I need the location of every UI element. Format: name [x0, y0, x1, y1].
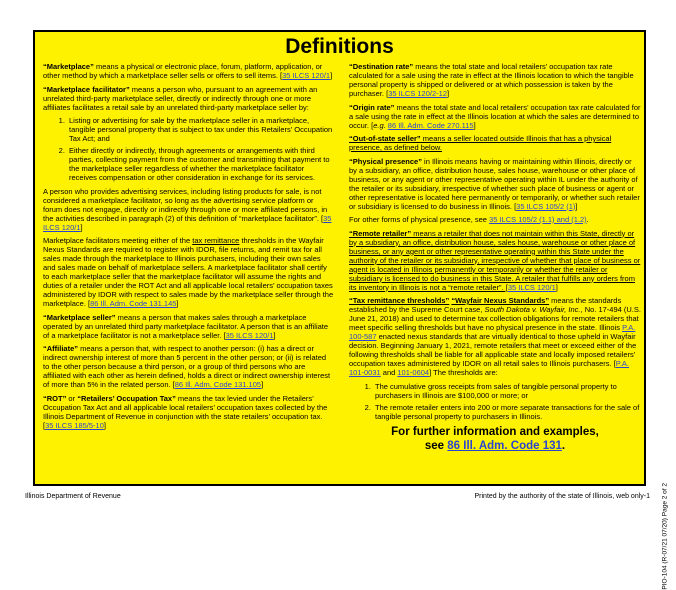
text-run: means a person who, pursuant to an agreement with an unrelated third-party marketplace seller, directly or indirectly through one or more affiliates facilitates a retail sale by an unrelated third-party marketplace seller by:: [43, 84, 318, 112]
statute-link[interactable]: 35 ILCS 105/2 (1.1) and (1.2): [489, 215, 587, 224]
list-item: [67, 116, 334, 143]
definition-paragraph: [349, 157, 641, 211]
text-run: tax remittance: [192, 236, 240, 245]
text-run: “Origin rate”: [349, 102, 395, 112]
text-run: ]: [176, 299, 179, 308]
statute-link[interactable]: 86 Ill. Adm. Code 131.105: [174, 380, 262, 389]
text-run: means a person that makes sales through a marketplace operated by an unrelated third party marketplace facilitator. A person that is an affiliate of a marketplace facilitator is not a marketplace seller. [: [43, 312, 329, 340]
text-run: in Illinois means having or maintaining within Illinois, directly or by a subsidiary, an office, distribution house, sales house, warehouse or other place of business, or any agent or other representative operating within IL under the authority of the retailer or its subsidiary, irrespective of whether such place of business or agent or other representative is located here permanently or temporarily, or whether such retailer or subsidiary is licensed to do business in Illinois. [: [349, 156, 640, 211]
text-run: For further information and examples,: [391, 426, 599, 438]
text-run: A person who provides advertising services, including listing products for sale, is not considered a marketplace facilitator, so long as the advertising service platform or forum does not engage, directly or indirectly through one or more affiliated persons, in the activities described in paragraph (2) of this definition of “marketplace facilitator”. [: [43, 186, 328, 223]
numbered-list: [349, 382, 641, 421]
statute-link[interactable]: 35 ILCS 120/1: [507, 282, 556, 292]
numbered-list: [43, 116, 334, 182]
definitions-box: [33, 30, 646, 486]
statute-link[interactable]: 86 Ill. Adm. Code 270.115: [387, 120, 474, 130]
text-run: .: [586, 215, 589, 224]
text-run: South Dakota v. Wayfair, Inc.: [484, 305, 581, 314]
statute-link[interactable]: 86 Ill. Adm. Code 131.145: [90, 299, 177, 308]
definition-paragraph: [349, 215, 641, 224]
statute-link[interactable]: 35 ILCS 105/2 (1): [516, 201, 576, 211]
text-run: “Tax remittance thresholds”: [349, 296, 450, 305]
text-run: or: [66, 393, 78, 403]
text-run: “Wayfair Nexus Standards”: [451, 296, 550, 305]
text-run: e.g.: [373, 120, 386, 130]
text-run: The cumulative gross receipts from sales of tangible personal property to purchasers in Illinois are $100,000 or more; or: [375, 381, 617, 400]
footer-print-authority: Printed by the authority of the state of Illinois, web only-1: [474, 493, 650, 500]
statute-link[interactable]: P.A. 101-0031: [349, 359, 630, 377]
text-run: Marketplace facilitators meeting either of the: [43, 236, 193, 245]
definition-paragraph: [43, 313, 334, 340]
text-run: ]: [330, 71, 333, 80]
definition-paragraph: [349, 62, 641, 98]
text-run: .: [561, 440, 566, 452]
definition-paragraph: [43, 394, 334, 430]
statute-link[interactable]: 35 ILCS 120/1: [225, 330, 274, 340]
further-info-line: [349, 439, 641, 453]
text-run: “Out-of-state seller”: [349, 134, 421, 143]
text-run: ]: [273, 330, 276, 340]
statute-link[interactable]: 86 Ill. Adm. Code 131: [447, 440, 562, 452]
statute-link[interactable]: 35 ILCS 185/5-10: [45, 420, 104, 430]
text-run: ]: [103, 420, 106, 430]
text-run: means a seller located outside Illinois that has a physical presence, as defined below.: [349, 134, 612, 152]
text-run: means the standards established by the Supreme Court case,: [349, 296, 622, 314]
text-run: means a physical or electronic place, forum, platform, application, or other method by which a marketplace seller sells or offers to sell items. [: [43, 62, 323, 80]
text-run: means a retailer that does not maintain within this State, directly or by a subsidiary, an office, distribution house, sales house, warehouse or other place of business, or any agent or other representative operating within this State under the authority of the retailer or its subsidiary, irrespective of whether that place of business or agent is located in Illinois permanently or temporarily or whether the retailer or subsidiary is licensed to do business in this State. A retailer that fulfills any orders from its inventory in Illinois is not a “remote retailer”. [: [349, 228, 641, 292]
left-column: [43, 62, 334, 453]
text-run: “Destination rate”: [349, 62, 414, 71]
list-item: [373, 403, 641, 421]
text-run: ]: [261, 380, 264, 389]
text-run: ]: [447, 89, 450, 98]
text-run: ] The thresholds are:: [429, 368, 498, 377]
definition-paragraph: [349, 134, 641, 152]
definition-paragraph: [43, 236, 334, 308]
right-column: [349, 62, 641, 453]
definition-paragraph: [349, 103, 641, 130]
text-run: “Physical presence”: [349, 156, 422, 166]
text-run: thresholds in the Wayfair Nexus Standards are required to register with IDOR, file returns, and remit tax for all sales made through the marketplace to Illinois purchasers, including their own sales and sales made on behalf of marketplace sellers. A marketplace facilitator shall certify to each marketplace seller that the marketplace facilitator will assume the rights and duties of a retailer under the ROT Act and all applicable local retailers’ occupation taxes administered by IDOR with respect to sales made by the marketplace seller through the marketplace. [: [43, 236, 334, 308]
list-item: [373, 382, 641, 400]
text-run: , No. 17-494 (U.S. June 21, 2018) and used to determine tax collection obligations for remote retailers that meet specific selling thresholds but have no physical presence in the state. Illinois: [349, 305, 641, 332]
definition-paragraph: [43, 187, 334, 232]
text-run: “Retailers’ Occupation Tax”: [77, 393, 176, 403]
definition-paragraph: [43, 85, 334, 112]
text-run: ]: [555, 282, 558, 292]
two-column-body: [43, 62, 641, 453]
text-run: “Marketplace”: [43, 62, 94, 71]
text-run: The remote retailer enters into 200 or more separate transactions for the sale of tangible personal property to purchasers in Illinois.: [375, 402, 640, 421]
statute-link[interactable]: P.A. 100-587: [349, 323, 636, 341]
form-number-vertical-label: PIO-104 (R-07/21 07/20) Page 2 of 2: [662, 483, 669, 590]
statute-link[interactable]: 35 ILCS 120/2-12: [388, 89, 447, 98]
text-run: means the total state and local retailers’ occupation tax rate calculated for a sale using the rate in effect at the Illinois location at which the sales are determined to occur. [: [349, 102, 641, 130]
text-run: means the total state and local retailers’ occupation tax rate calculated for a sale using the rate in effect at the Illinois location to which the tangible personal property is shipped or delivered or at which possession is taken by the purchaser. [: [349, 62, 634, 98]
definition-paragraph: [349, 296, 641, 377]
text-run: means a person that, with respect to another person: (i) has a direct or indirect ownership interest of more than 5 percent in the other person; or (ii) is related to the other person because a third person, or a group of third persons who are affiliated with each other as herein defined, holds a direct or indirect ownership interest of more than 5% in the related person. [: [43, 344, 331, 389]
statute-link[interactable]: 35 ILCS 120/1: [282, 71, 331, 80]
text-run: and: [380, 368, 398, 377]
statute-link[interactable]: 101-0604: [397, 368, 430, 377]
definition-paragraph: [43, 62, 334, 80]
text-run: “Remote retailer”: [349, 228, 412, 238]
footer-agency: Illinois Department of Revenue: [25, 493, 121, 500]
text-run: “Marketplace seller”: [43, 312, 116, 322]
text-run: For other forms of physical presence, see: [349, 215, 490, 224]
definition-paragraph: [349, 229, 641, 292]
text-run: ]: [80, 222, 83, 232]
text-run: Listing or advertising for sale by the marketplace seller in a marketplace, tangible personal property that is subject to tax under this Retailers’ Occupation Tax Act; and: [69, 116, 333, 143]
list-item: [67, 146, 334, 182]
statute-link[interactable]: 35 ILCS 120/1: [43, 213, 332, 232]
text-run: “ROT”: [43, 393, 67, 403]
further-info-note: [349, 425, 641, 453]
text-run: ]: [473, 120, 476, 130]
definition-paragraph: [43, 344, 334, 389]
text-run: Either directly or indirectly, through agreements or arrangements with third parties, collecting payment from the customer and transmitting that payment to the marketplace seller regardless of whether the marketplace facilitator receives compensation or other consideration in exchange for its services.: [69, 146, 330, 182]
page-title: Definitions: [285, 35, 394, 58]
text-run: enacted nexus standards that are virtually identical to those upheld in Wayfair decision. Beginning January 1, 2021, remote retailers that meet or exceed either of the following thresholds shall be liable for all applicable state and locally imposed retailers’ occupation taxes administered by IDOR on all retail sales to Illinois purchasers. [: [349, 332, 637, 368]
text-run: “Affiliate”: [43, 344, 79, 353]
text-run: ]: [575, 201, 578, 211]
further-info-line: [349, 425, 641, 439]
text-run: see: [424, 440, 448, 452]
text-run: “Marketplace facilitator”: [43, 84, 130, 94]
text-run: means the tax levied under the Retailers’ Occupation Tax Act and all applicable local retailers’ occupation taxes collected by the Illinois Department of Revenue in conjunction with the state retailers’ occupation tax. [: [43, 393, 328, 430]
